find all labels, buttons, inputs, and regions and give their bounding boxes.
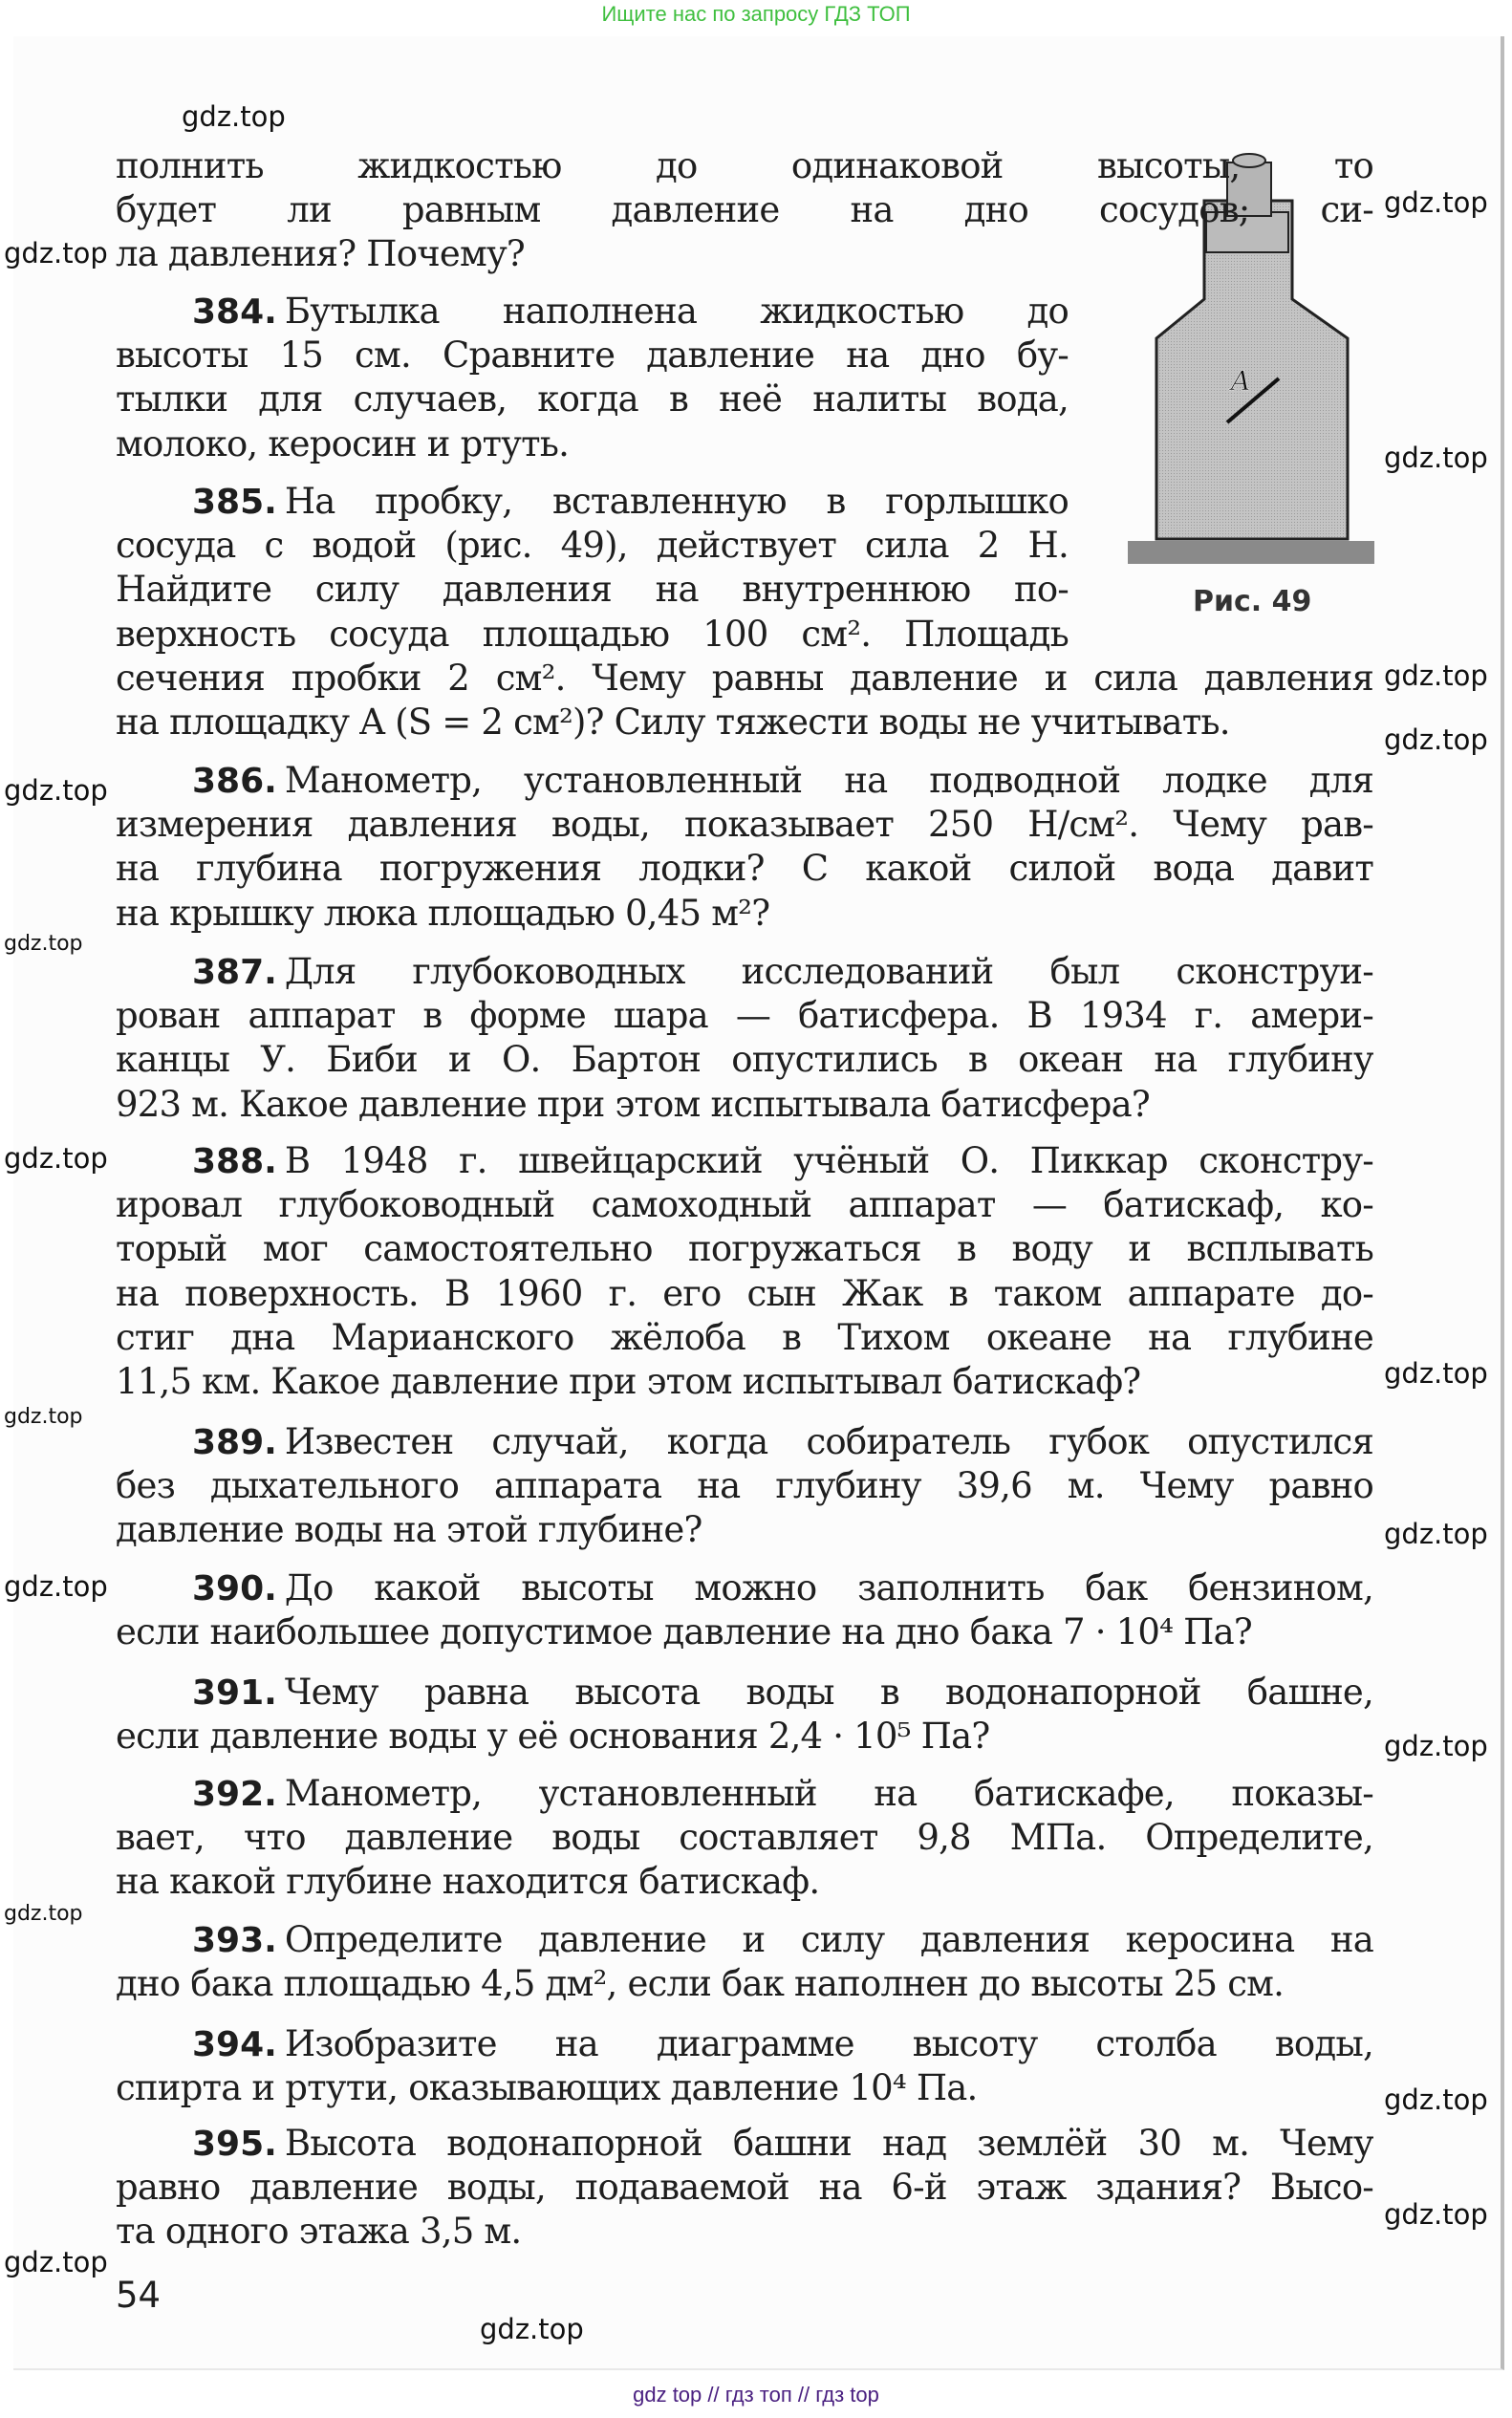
text-line [116, 2122, 1373, 2166]
line-text: Манометр, установленный на подводной лодке для [284, 760, 1373, 801]
line-text: без дыхательного аппарата на глубину 39,6 м. Чему равно [116, 1465, 1373, 1507]
text-line [116, 290, 1069, 334]
text-line [116, 1272, 1373, 1316]
problem-393 [116, 1918, 1373, 2006]
watermark: gdz.top [4, 1570, 108, 1603]
text-line [116, 232, 1373, 276]
text-line [116, 950, 1373, 994]
text-line [116, 847, 1373, 891]
line-text: дно бака площадью 4,5 дм², если бак наполнен до высоты 25 см. [116, 1963, 1285, 2005]
problem-number: 386. [192, 762, 277, 801]
text-line [116, 2022, 1373, 2066]
line-text: 11,5 км. Какое давление при этом испытывал батискаф? [116, 1360, 1141, 1402]
line-text: на площадку A (S = 2 см²)? Силу тяжести воды не учитывать. [116, 701, 1230, 743]
text-line [116, 1316, 1373, 1360]
text-line [116, 1772, 1373, 1816]
text-line [116, 568, 1069, 612]
text-line [116, 1420, 1373, 1464]
watermark: gdz.top [4, 1142, 108, 1175]
watermark: gdz.top [1384, 1357, 1488, 1390]
line-text: на крышку люка площадью 0,45 м²? [116, 892, 770, 934]
text-line [116, 480, 1069, 524]
line-text: До какой высоты можно заполнить бак бензином, [284, 1567, 1373, 1608]
text-line [116, 892, 1373, 936]
watermark: gdz.top [1384, 186, 1488, 219]
line-text: молоко, керосин и ртуть. [116, 422, 570, 464]
problem-394 [116, 2022, 1373, 2110]
line-text: Чему равна высота воды в водонапорной башне, [284, 1672, 1373, 1713]
problem-386 [116, 759, 1373, 936]
line-text: равно давление воды, подаваемой на 6-й этаж здания? Высо- [116, 2167, 1373, 2209]
text-line [116, 1038, 1373, 1082]
line-text: верхность сосуда площадью 100 см². Площадь [116, 613, 1069, 655]
line-text: тылки для случаев, когда в неё налиты вода, [116, 378, 1069, 421]
text-line [116, 1464, 1373, 1508]
watermark: gdz.top [4, 2246, 108, 2278]
line-text: измерения давления воды, показывает 250 Н/см². Чему рав- [116, 804, 1373, 846]
problem-395 [116, 2122, 1373, 2255]
line-text: вает, что давление воды составляет 9,8 МПа. Определите, [116, 1817, 1373, 1859]
text-line [116, 1139, 1373, 1183]
problem-390 [116, 1566, 1373, 1654]
problem-387 [116, 950, 1373, 1127]
line-text: Известен случай, когда собиратель губок опустился [284, 1421, 1373, 1462]
problem-number: 393. [192, 1921, 277, 1960]
footer-links[interactable]: gdz top // гдз топ // гдз top [633, 2383, 879, 2407]
line-text: Найдите силу давления на внутреннюю по- [116, 569, 1069, 611]
line-text: Изобразите на диаграмме высоту столба воды, [284, 2023, 1373, 2064]
watermark: gdz.top [4, 237, 108, 270]
text-line [116, 1508, 1373, 1552]
text-line [116, 2210, 1373, 2254]
line-text: Для глубоководных исследований был сконструи- [284, 951, 1373, 992]
line-text: Бутылка наполнена жидкостью до [284, 291, 1069, 332]
line-text: на поверхность. В 1960 г. его сын Жак в таком аппарате до- [116, 1272, 1373, 1314]
line-text: ла давления? Почему? [116, 233, 525, 275]
line-text: будет ли равным давление на дно сосудов; си- [116, 189, 1373, 231]
area-label-a: A [1231, 365, 1251, 397]
problem-number: 387. [192, 953, 277, 992]
problem-number: 384. [192, 292, 277, 332]
problem-385 [116, 480, 1373, 745]
text-line [116, 1962, 1373, 2006]
watermark: gdz.top [1384, 442, 1488, 474]
problem-number: 389. [192, 1423, 277, 1462]
text-line [116, 334, 1069, 378]
text-line [116, 613, 1069, 657]
text-line [116, 1083, 1373, 1127]
line-text: высоты 15 см. Сравните давление на дно бу- [116, 335, 1069, 377]
watermark: gdz.top [1384, 2083, 1488, 2116]
problem-392 [116, 1772, 1373, 1905]
watermark: gdz.top [4, 1902, 83, 1926]
problem-389 [116, 1420, 1373, 1553]
text-line [116, 1610, 1373, 1654]
text-line [116, 1816, 1373, 1860]
line-text: полнить жидкостью до одинаковой высоты, то [116, 145, 1373, 186]
text-line [116, 701, 1373, 745]
page-number: 54 [116, 2275, 162, 2316]
line-text: сечения пробки 2 см². Чему равны давление и сила давления [116, 657, 1373, 699]
problem-388 [116, 1139, 1373, 1404]
line-text: сосуда с водой (рис. 49), действует сила 2 Н. [116, 525, 1069, 567]
text-line [116, 759, 1373, 803]
text-line [116, 994, 1373, 1038]
watermark: gdz.top [1384, 659, 1488, 692]
line-text: торый мог самостоятельно погружаться в воду и всплывать [116, 1228, 1373, 1270]
problem-384 [116, 290, 1373, 466]
text-line [116, 144, 1373, 188]
problem-number: 388. [192, 1142, 277, 1181]
figure-caption: Рис. 49 [1193, 585, 1312, 618]
top-banner[interactable]: Ищите нас по запросу ГДЗ ТОП [601, 2, 911, 26]
text-line [116, 378, 1069, 421]
line-text: на какой глубине находится батискаф. [116, 1861, 820, 1903]
text-line [116, 188, 1373, 232]
line-text: если давление воды у её основания 2,4 · 10⁵ Па? [116, 1716, 990, 1758]
problem-number: 395. [192, 2125, 277, 2164]
watermark: gdz.top [480, 2313, 584, 2345]
watermark: gdz.top [4, 1405, 83, 1429]
text-line [116, 1860, 1373, 1904]
text-line [116, 1918, 1373, 1962]
line-text: Определите давление и силу давления керосина на [284, 1919, 1373, 1960]
text-line [116, 524, 1069, 568]
line-text: та одного этажа 3,5 м. [116, 2211, 522, 2253]
problem-continued [116, 144, 1373, 277]
line-text: ировал глубоководный самоходный аппарат — батискаф, ко- [116, 1184, 1373, 1226]
text-line [116, 2066, 1373, 2110]
line-text: В 1948 г. швейцарский учёный О. Пиккар сконстру- [284, 1140, 1373, 1181]
text-line [116, 1183, 1373, 1227]
text-line [116, 1671, 1373, 1715]
text-line [116, 1360, 1373, 1404]
line-text: 923 м. Какое давление при этом испытывала батисфера? [116, 1083, 1150, 1125]
watermark: gdz.top [1384, 2198, 1488, 2231]
problem-number: 385. [192, 483, 277, 522]
text-line [116, 1227, 1373, 1271]
line-text: стиг дна Марианского жёлоба в Тихом океане на глубине [116, 1316, 1373, 1358]
problem-number: 394. [192, 2025, 277, 2064]
watermark: gdz.top [1384, 1518, 1488, 1550]
text-line [116, 803, 1373, 847]
problem-number: 392. [192, 1775, 277, 1814]
watermark: gdz.top [4, 774, 108, 807]
text-line [116, 2166, 1373, 2210]
text-line [116, 1566, 1373, 1610]
line-text: На пробку, вставленную в горлышко [284, 481, 1069, 522]
line-text: канцы У. Биби и О. Бартон опустились в океан на глубину [116, 1039, 1373, 1081]
line-text: Манометр, установленный на батискафе, показы- [284, 1773, 1373, 1814]
problem-number: 390. [192, 1569, 277, 1608]
line-text: рован аппарат в форме шара — батисфера. В 1934 г. амери- [116, 995, 1373, 1037]
line-text: Высота водонапорной башни над землёй 30 м. Чему [284, 2123, 1373, 2164]
watermark: gdz.top [1384, 723, 1488, 756]
text-line [116, 422, 1069, 466]
watermark: gdz.top [182, 100, 286, 133]
watermark: gdz.top [1384, 1730, 1488, 1762]
problem-391 [116, 1671, 1373, 1759]
line-text: спирта и ртути, оказывающих давление 10⁴ Па. [116, 2067, 978, 2109]
line-text: если наибольшее допустимое давление на дно бака 7 · 10⁴ Па? [116, 1611, 1252, 1653]
watermark: gdz.top [4, 932, 83, 956]
text-line [116, 657, 1373, 701]
line-text: давление воды на этой глубине? [116, 1509, 702, 1551]
line-text: на глубина погружения лодки? С какой силой вода давит [116, 848, 1373, 890]
problem-number: 391. [192, 1673, 277, 1713]
text-line [116, 1715, 1373, 1759]
